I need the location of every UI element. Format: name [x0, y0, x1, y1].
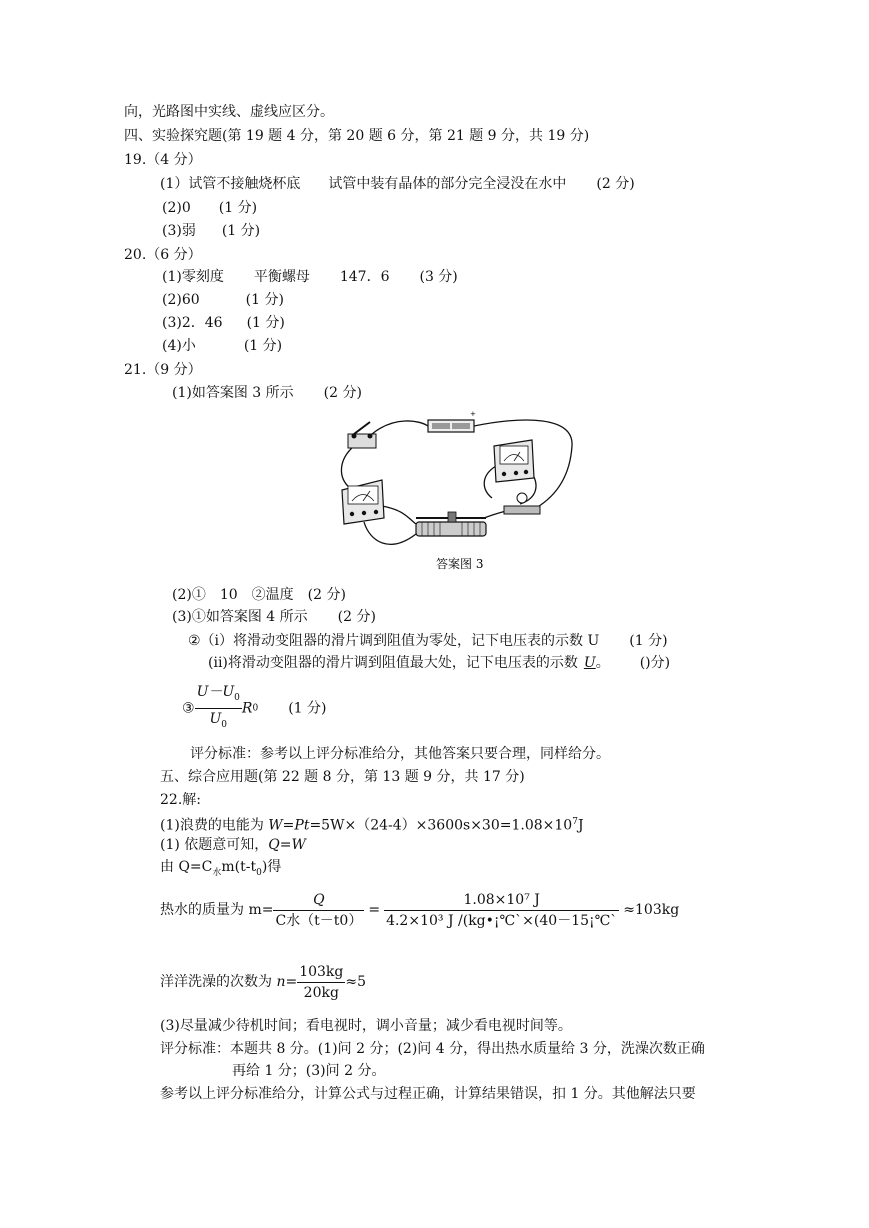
denominator: C水（t－t0）: [275, 912, 363, 929]
bulb: [504, 493, 540, 514]
formula-line: [160, 888, 679, 932]
switch: [348, 422, 376, 448]
answer-text: 平衡螺母: [253, 269, 310, 285]
score: (1 分): [245, 292, 284, 308]
answer-text: (1)如答案图 3 所示: [172, 385, 294, 401]
answer-line: [162, 313, 285, 333]
answer-text: )得: [261, 859, 282, 875]
subscript: 0: [256, 867, 262, 878]
numerator: U－U: [196, 684, 235, 700]
fraction: [195, 682, 242, 735]
subscript: 0: [234, 692, 240, 703]
section-heading: 四、实验探究题(第 19 题 4 分，第 20 题 6 分，第 21 题 9 分，共 19 分): [124, 128, 590, 144]
figure-caption: 答案图 3: [436, 557, 484, 571]
answer-text: 147．6: [339, 269, 390, 285]
fraction: [384, 890, 619, 931]
grading-note: 再给 1 分；(3)问 2 分。: [232, 1063, 386, 1079]
subscript: 0: [221, 719, 227, 730]
answer-line: [160, 835, 306, 855]
rheostat: [416, 512, 486, 536]
circuit-diagram: [324, 406, 584, 578]
answer-text: (3)①如答案图 4 所示: [172, 609, 308, 625]
score: (1 分): [288, 700, 327, 717]
section-heading: 五、综合应用题(第 22 题 8 分，第 13 题 9 分，共 17 分): [160, 769, 525, 785]
answer-line: [162, 198, 257, 218]
score: (3 分): [419, 269, 458, 285]
score: (2 分): [337, 609, 376, 625]
score: (2 分): [596, 176, 635, 192]
answer-text: =5W×（24-4）×3600s×30=1.08×10: [309, 817, 573, 834]
numerator: 103kg: [297, 962, 345, 983]
battery: [428, 410, 476, 432]
answer-line: [160, 812, 584, 836]
score: (1 分): [629, 633, 668, 649]
answer-line: (2)① 10 ②温度 (2 分): [172, 587, 346, 603]
answer-text: 由 Q=C: [160, 859, 213, 875]
exponent: 7: [572, 817, 578, 827]
right-meter: [494, 440, 534, 482]
answer-text: ≈103kg: [623, 902, 680, 918]
denominator: 20kg: [303, 984, 339, 1001]
circle-number: ③: [182, 700, 195, 717]
answer-line: [172, 607, 376, 627]
resistance-symbol: R: [241, 700, 253, 717]
answer-line: [160, 174, 635, 194]
question-number: 19.（4 分）: [124, 152, 202, 168]
answer-line: [162, 290, 284, 310]
answer-text: 。: [595, 655, 610, 671]
unit: J: [577, 817, 584, 834]
answer-text: ≈5: [345, 974, 367, 990]
question-number: 20.（6 分）: [124, 247, 202, 263]
score: (1 分): [218, 200, 258, 216]
answer-text: U: [583, 655, 596, 671]
score: (1 分): [221, 223, 261, 239]
formula: n=: [276, 974, 298, 990]
answer-line: [208, 653, 670, 673]
answer-text: (4)小: [162, 338, 196, 354]
grading-note: 参考以上评分标准给分，计算公式与过程正确，计算结果错误，扣 1 分。其他解法只要: [160, 1086, 696, 1102]
answer-line: [160, 857, 281, 883]
answer-line: (3)尽量减少待机时间；看电视时，调小音量；减少看电视时间等。: [160, 1018, 572, 1034]
svg-text:+: +: [470, 410, 476, 418]
score: ()分): [639, 655, 671, 671]
subscript: 水: [212, 867, 222, 878]
formula-line: [160, 960, 366, 1004]
score: (2 分): [323, 385, 362, 401]
grading-note: 评分标准：参考以上评分标准给分，其他答案只要合理，同样给分。: [190, 746, 610, 762]
fraction: [273, 890, 364, 931]
answer-text: ②（i）将滑动变阻器的滑片调到阻值为零处，记下电压表的示数 U: [188, 633, 600, 649]
answer-text: (2)0: [162, 200, 191, 216]
answer-line: [172, 383, 362, 403]
circuit-figure: [324, 406, 584, 578]
formula: Q=W: [268, 837, 306, 853]
text-line: 向，光路图中实线、虚线应区分。: [124, 104, 334, 120]
answer-line: [188, 631, 668, 651]
equals: =: [368, 902, 381, 918]
answer-line: [162, 221, 260, 241]
answer-line: [162, 336, 282, 356]
answer-text: 试管中装有晶体的部分完全浸没在水中: [328, 176, 567, 192]
fraction: [297, 962, 345, 1003]
answer-text: (ii)将滑动变阻器的滑片调到阻值最大处，记下电压表的示数: [208, 655, 578, 671]
question-number: 22.解:: [160, 792, 201, 808]
answer-line: [162, 267, 458, 287]
answer-text: (3)弱: [162, 223, 196, 239]
answer-text: 热水的质量为 m=: [160, 902, 274, 918]
left-meter: [342, 480, 384, 524]
score: (1 分): [243, 338, 283, 354]
answer-text: (1）试管不接触烧杯底: [160, 176, 301, 192]
formula: W=Pt: [268, 817, 310, 834]
score: (1 分): [246, 315, 285, 331]
answer-text: m(t-t: [221, 859, 257, 875]
grading-note: 评分标准：本题共 8 分。(1)问 2 分；(2)问 4 分，得出热水质量给 3 分，洗澡次数正确: [160, 1041, 705, 1057]
answer-text: (2)60: [162, 292, 200, 308]
subscript: 0: [252, 703, 259, 714]
numerator: 1.08×10⁷ J: [384, 890, 619, 911]
answer-text: (1)浪费的电能为: [160, 817, 269, 834]
numerator: Q: [313, 891, 325, 908]
formula-line: [182, 682, 326, 735]
answer-text: (1) 依题意可知，: [160, 837, 269, 853]
denominator: 4.2×10³ J /(kg•¡℃ˋ×(40－15¡℃ˋ: [386, 912, 618, 929]
answer-text: 洋洋洗澡的次数为: [160, 974, 277, 990]
answer-text: (1)零刻度: [162, 269, 224, 285]
answer-text: (3)2．46: [162, 315, 223, 331]
question-number: 21.（9 分）: [124, 362, 202, 378]
denominator: U: [209, 710, 222, 727]
